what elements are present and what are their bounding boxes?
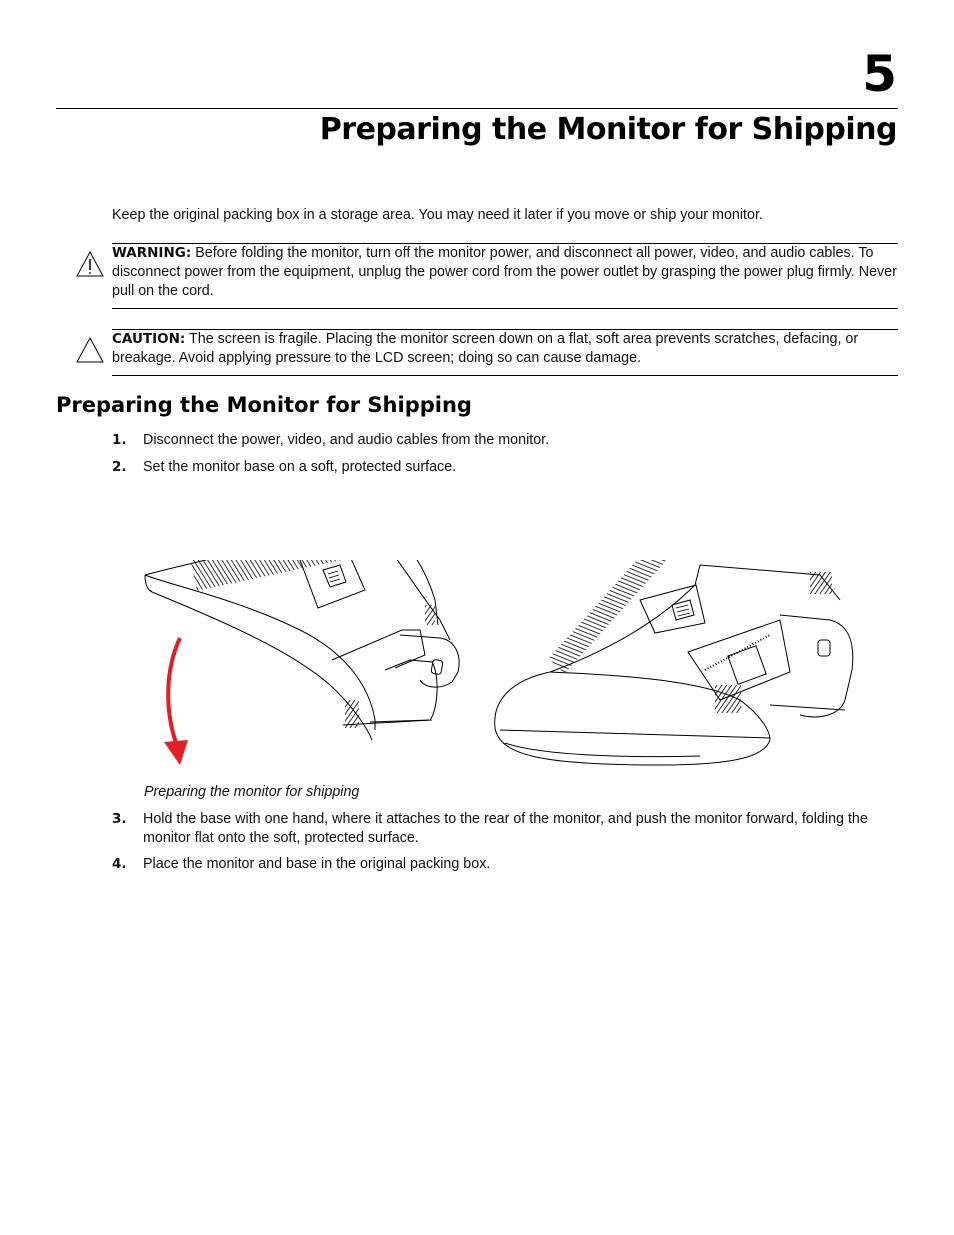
chapter-number: 5	[862, 45, 897, 103]
step-3-number: 3.	[112, 811, 127, 827]
intro-paragraph: Keep the original packing box in a storage area. You may need it later if you move or ship your monitor.	[112, 207, 763, 223]
step-2-text: Set the monitor base on a soft, protected surface.	[143, 459, 457, 475]
step-2-number: 2.	[112, 459, 127, 475]
chapter-title: Preparing the Monitor for Shipping	[319, 112, 897, 147]
step-4-number: 4.	[112, 856, 127, 872]
step-1-number: 1.	[112, 432, 127, 448]
step-3-text: Hold the base with one hand, where it attaches to the rear of the monitor, and push the monitor forward, folding the monitor flat onto the soft, protected surface.	[143, 811, 868, 846]
warning-label: WARNING:	[112, 245, 192, 261]
chapter-rule	[56, 108, 898, 109]
step-4-text: Place the monitor and base in the original packing box.	[143, 856, 491, 872]
warning-text	[112, 244, 898, 301]
figure-caption: Preparing the monitor for shipping	[144, 784, 360, 800]
fold-arrow-icon	[164, 740, 188, 765]
step-1-text: Disconnect the power, video, and audio cables from the monitor.	[143, 432, 550, 448]
monitor-folding-figure	[140, 560, 860, 775]
caution-body: The screen is fragile. Placing the monitor screen down on a flat, soft area prevents scratches, defacing, or breakage. Avoid applying pressure to the LCD screen; doing so can cause damage.	[112, 331, 859, 366]
caution-bottom-rule	[112, 375, 898, 376]
flat-monitor-drawing	[495, 560, 853, 765]
tilted-monitor-drawing	[145, 560, 459, 740]
warning-body: Before folding the monitor, turn off the monitor power, and disconnect all power, video, and audio cables. To disconnect power from the equipment, unplug the power cord from the power outlet by grasping the power plug firmly. Never pull on the cord.	[112, 245, 897, 299]
caution-label: CAUTION:	[112, 331, 186, 347]
caution-triangle-icon	[75, 336, 105, 364]
caution-text	[112, 330, 898, 368]
warning-bottom-rule	[112, 308, 898, 309]
warning-triangle-icon	[75, 250, 105, 278]
section-heading: Preparing the Monitor for Shipping	[56, 393, 472, 417]
